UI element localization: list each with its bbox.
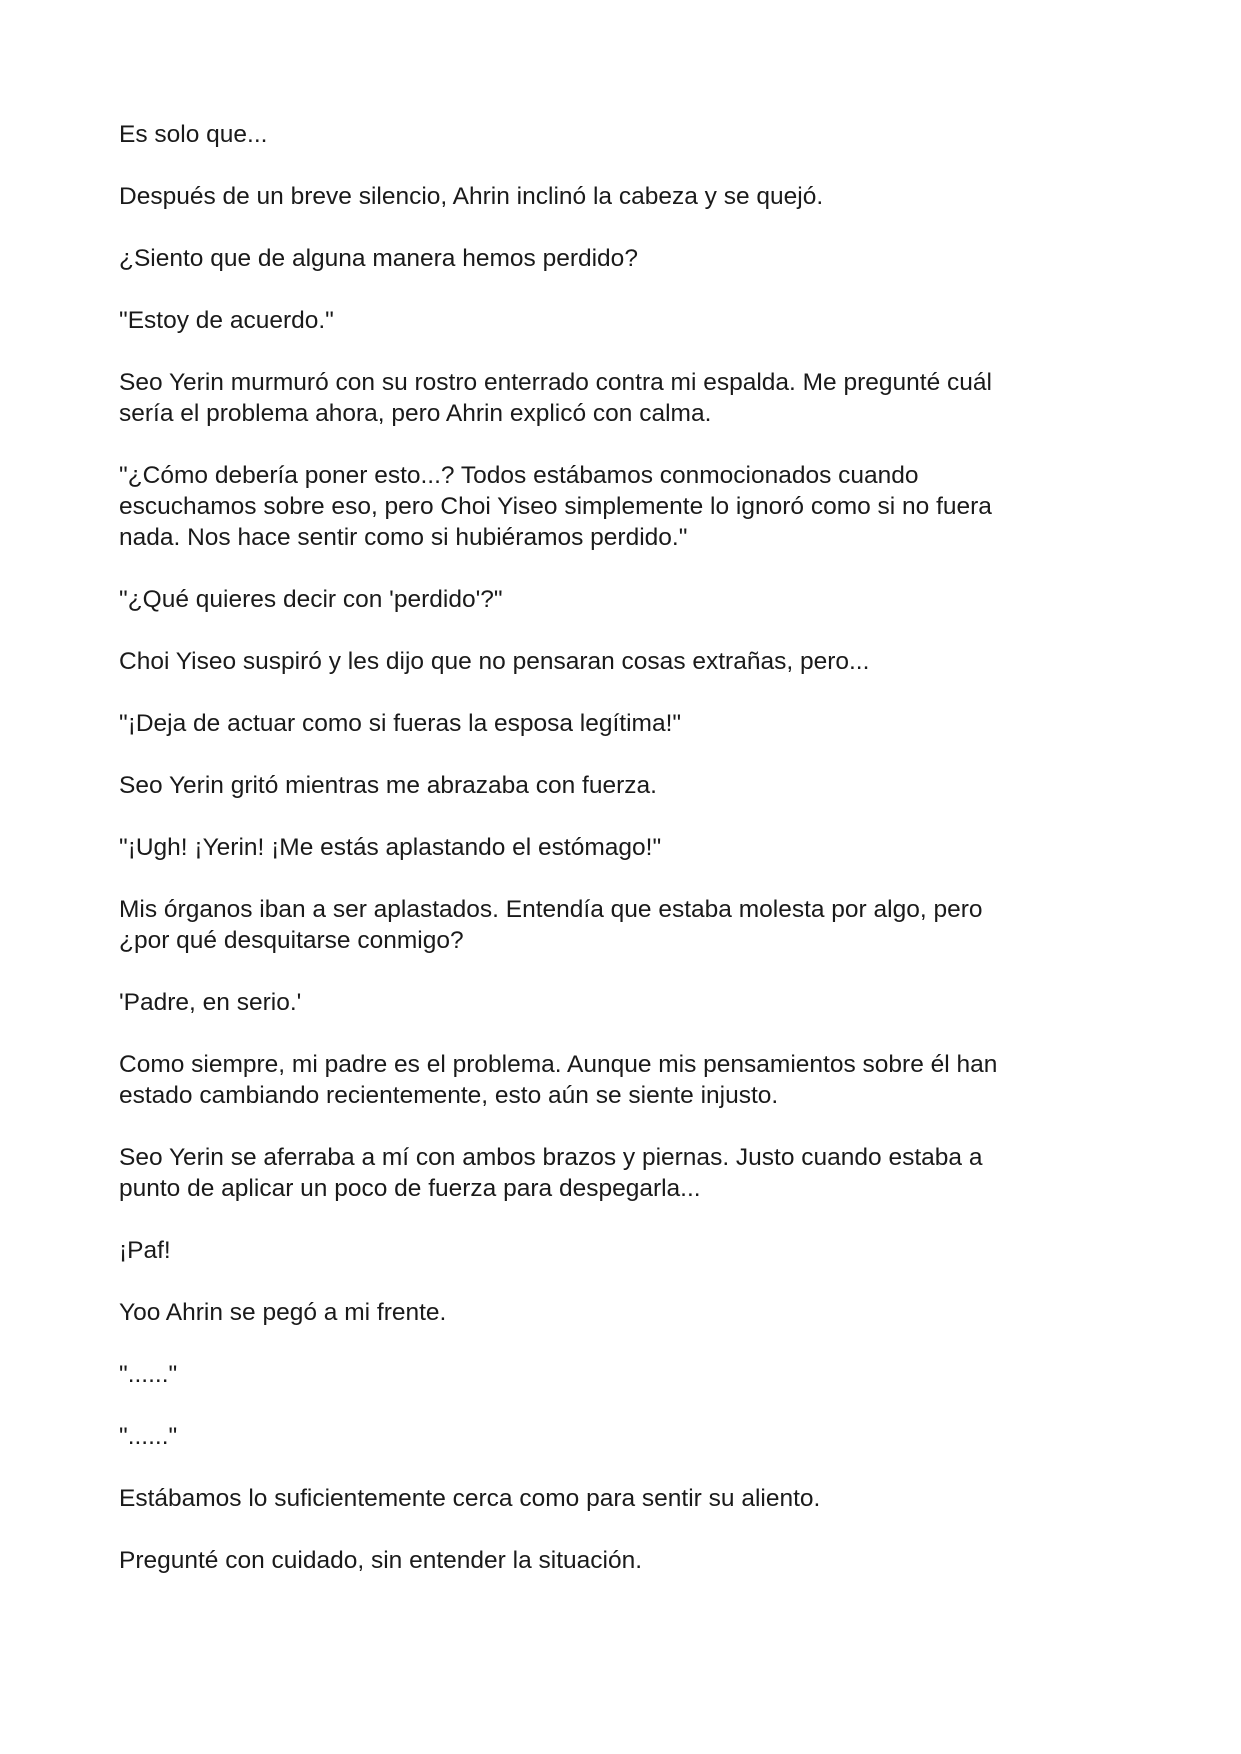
paragraph: "¿Cómo debería poner esto...? Todos estábamos conmocionados cuando escuchamos sobre eso, pero Choi Yiseo simplemente lo ignoró como si no fuera nada. Nos hace sentir como si hubiéramos perdido."	[119, 462, 992, 551]
paragraph: Yoo Ahrin se pegó a mi frente.	[119, 1299, 447, 1326]
paragraph: "¡Deja de actuar como si fueras la esposa legítima!"	[119, 710, 682, 737]
paragraph: Pregunté con cuidado, sin entender la situación.	[119, 1547, 643, 1574]
paragraph: Estábamos lo suficientemente cerca como para sentir su aliento.	[119, 1485, 821, 1512]
paragraph: ¿Siento que de alguna manera hemos perdido?	[119, 245, 638, 272]
paragraph: "......"	[119, 1361, 178, 1388]
paragraph: "¡Ugh! ¡Yerin! ¡Me estás aplastando el estómago!"	[119, 834, 662, 861]
paragraph: Seo Yerin gritó mientras me abrazaba con fuerza.	[119, 772, 657, 799]
document-body	[119, 119, 1104, 1607]
paragraph: "......"	[119, 1423, 178, 1450]
paragraph: Mis órganos iban a ser aplastados. Entendía que estaba molesta por algo, pero ¿por qué desquitarse conmigo?	[119, 896, 983, 954]
paragraph: Seo Yerin murmuró con su rostro enterrado contra mi espalda. Me pregunté cuál sería el problema ahora, pero Ahrin explicó con calma.	[119, 369, 992, 427]
paragraph: 'Padre, en serio.'	[119, 989, 302, 1016]
paragraph: ¡Paf!	[119, 1237, 171, 1264]
paragraph: Después de un breve silencio, Ahrin inclinó la cabeza y se quejó.	[119, 183, 824, 210]
paragraph: "Estoy de acuerdo."	[119, 307, 334, 334]
paragraph: Seo Yerin se aferraba a mí con ambos brazos y piernas. Justo cuando estaba a punto de aplicar un poco de fuerza para despegarla...	[119, 1144, 983, 1202]
paragraph: "¿Qué quieres decir con 'perdido'?"	[119, 586, 503, 613]
paragraph: Como siempre, mi padre es el problema. Aunque mis pensamientos sobre él han estado cambiando recientemente, esto aún se siente injusto.	[119, 1051, 998, 1109]
paragraph: Es solo que...	[119, 121, 268, 148]
paragraph: Choi Yiseo suspiró y les dijo que no pensaran cosas extrañas, pero...	[119, 648, 870, 675]
